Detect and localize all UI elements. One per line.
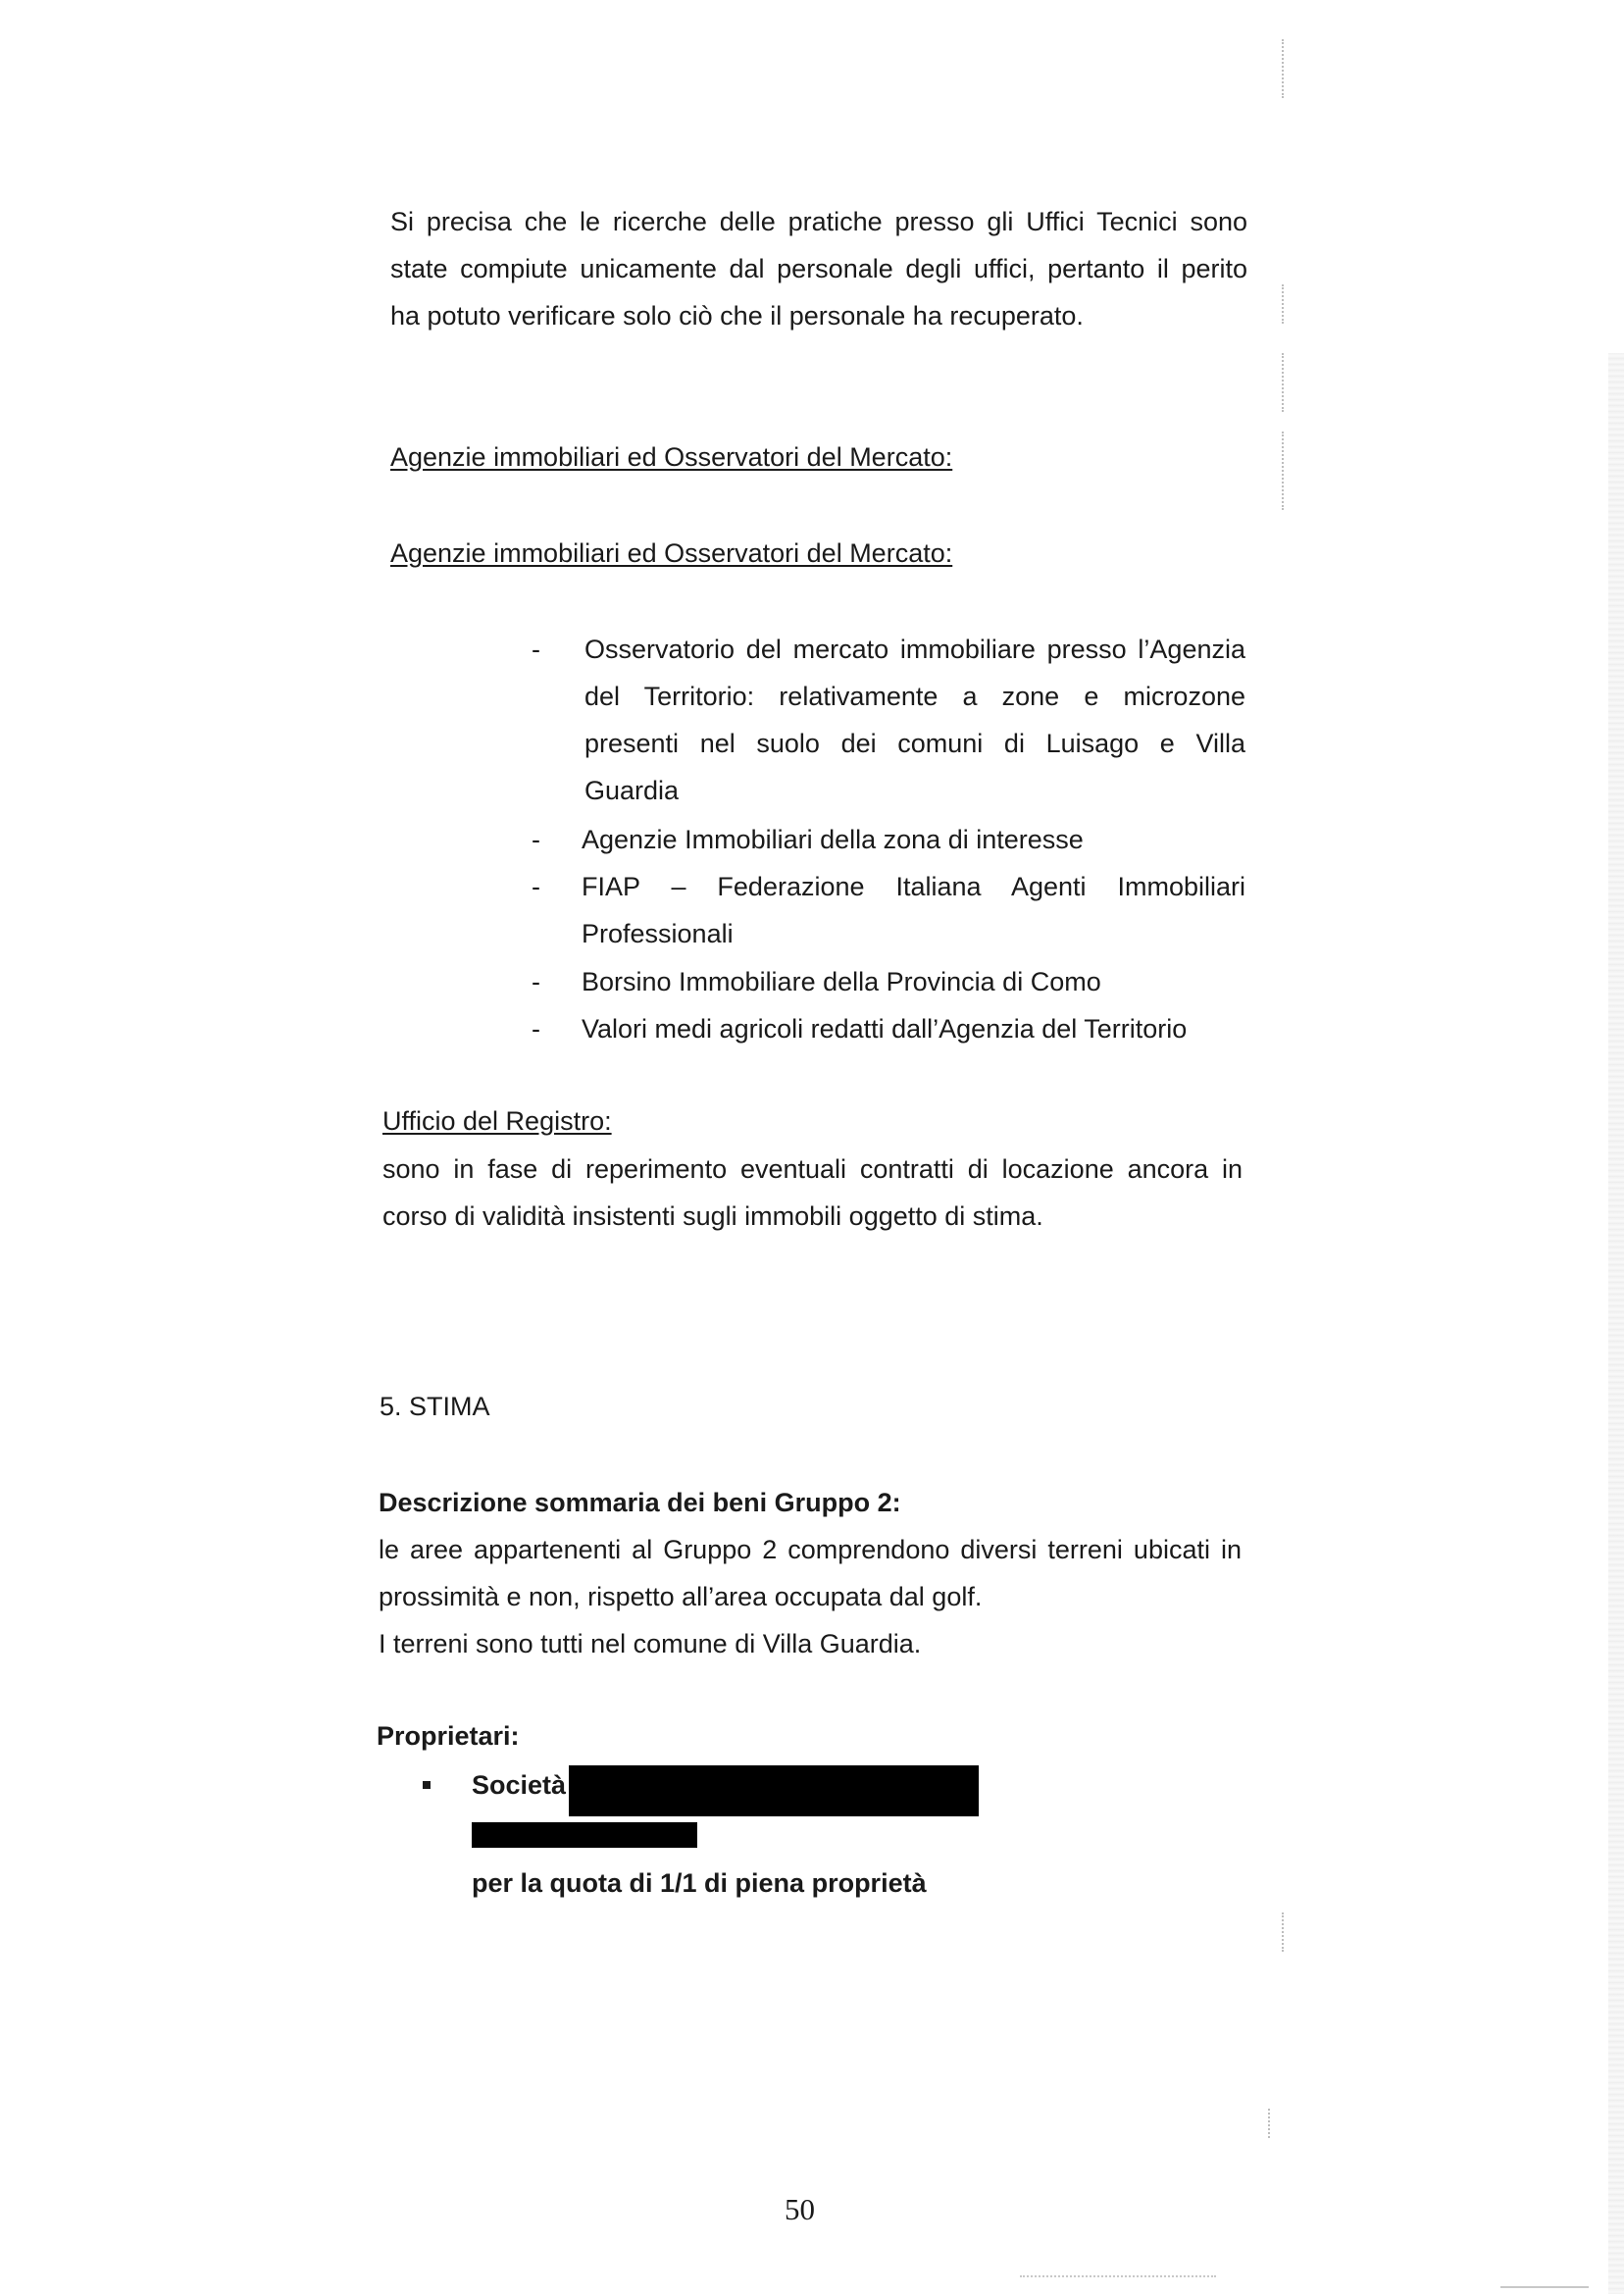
- scan-dots-artifact: [1282, 39, 1286, 98]
- list-bullet: -: [532, 825, 540, 854]
- registry-line: corso di validità insistenti sugli immobili oggetto di stima.: [382, 1201, 1043, 1231]
- page-number: 50: [785, 2192, 815, 2226]
- list-item-line: presenti nel suolo dei comuni di Luisago e Villa: [584, 729, 1245, 758]
- scan-dots-artifact: [1282, 353, 1286, 412]
- list-item-line: Professionali: [582, 919, 734, 948]
- registry-paragraph: [382, 1146, 1243, 1240]
- scan-dots-artifact: [1282, 1912, 1286, 1952]
- list-item: [582, 958, 1245, 1005]
- owner-company-label: Società: [472, 1770, 567, 1800]
- list-item: [584, 626, 1245, 814]
- description-heading: Descrizione sommaria dei beni Gruppo 2:: [379, 1488, 901, 1517]
- list-item-line: Agenzie Immobiliari della zona di interesse: [582, 825, 1084, 854]
- intro-line: state compiute unicamente dal personale degli uffici, pertanto il perito: [390, 254, 1247, 283]
- intro-paragraph: [390, 198, 1247, 339]
- scan-dots-artifact: [1282, 284, 1286, 324]
- agencies-heading: Agenzie immobiliari ed Osservatori del Mercato:: [390, 442, 953, 472]
- redacted-company-name: [569, 1765, 979, 1816]
- list-item-line: Osservatorio del mercato immobiliare presso l’Agenzia: [584, 635, 1245, 664]
- scan-dots-artifact: [1282, 432, 1286, 510]
- list-item-line: del Territorio: relativamente a zone e microzone: [584, 682, 1245, 711]
- list-bullet: -: [532, 872, 540, 901]
- list-item-line: FIAP – Federazione Italiana Agenti Immobiliari: [582, 872, 1245, 901]
- list-item-line: Valori medi agricoli redatti dall’Agenzia del Territorio: [582, 1014, 1188, 1044]
- scan-dots-artifact: [1020, 2275, 1216, 2277]
- list-item: [582, 816, 1245, 863]
- list-bullet: -: [532, 967, 540, 996]
- scan-rule-artifact: [1500, 2286, 1589, 2288]
- registry-heading: Ufficio del Registro:: [382, 1106, 612, 1136]
- section-title: 5. STIMA: [380, 1392, 490, 1421]
- list-bullet: -: [532, 1014, 540, 1044]
- list-item-line: Borsino Immobiliare della Provincia di Como: [582, 967, 1101, 996]
- description-line: prossimità e non, rispetto all’area occupata dal golf.: [379, 1582, 983, 1611]
- scan-edge-artifact: [1608, 353, 1624, 2294]
- list-item-line: Guardia: [584, 776, 680, 805]
- description-line: I terreni sono tutti nel comune di Villa Guardia.: [379, 1629, 922, 1658]
- owners-heading: Proprietari:: [377, 1721, 520, 1751]
- registry-line: sono in fase di reperimento eventuali contratti di locazione ancora in: [382, 1154, 1243, 1184]
- description-paragraph: [379, 1526, 1242, 1667]
- square-bullet-icon: [423, 1781, 431, 1789]
- intro-line: Si precisa che le ricerche delle pratiche presso gli Uffici Tecnici sono: [390, 207, 1247, 236]
- intro-line: ha potuto verificare solo ciò che il personale ha recuperato.: [390, 301, 1084, 331]
- agencies-heading-repeat: Agenzie immobiliari ed Osservatori del Mercato:: [390, 538, 953, 568]
- list-item: [582, 863, 1245, 957]
- owner-quota: per la quota di 1/1 di piena proprietà: [472, 1868, 927, 1898]
- description-line: le aree appartenenti al Gruppo 2 comprendono diversi terreni ubicati in: [379, 1535, 1242, 1564]
- redacted-company-detail: [472, 1822, 697, 1848]
- scan-dots-artifact: [1268, 2109, 1272, 2138]
- list-item: [582, 1005, 1245, 1052]
- list-bullet: -: [532, 635, 540, 664]
